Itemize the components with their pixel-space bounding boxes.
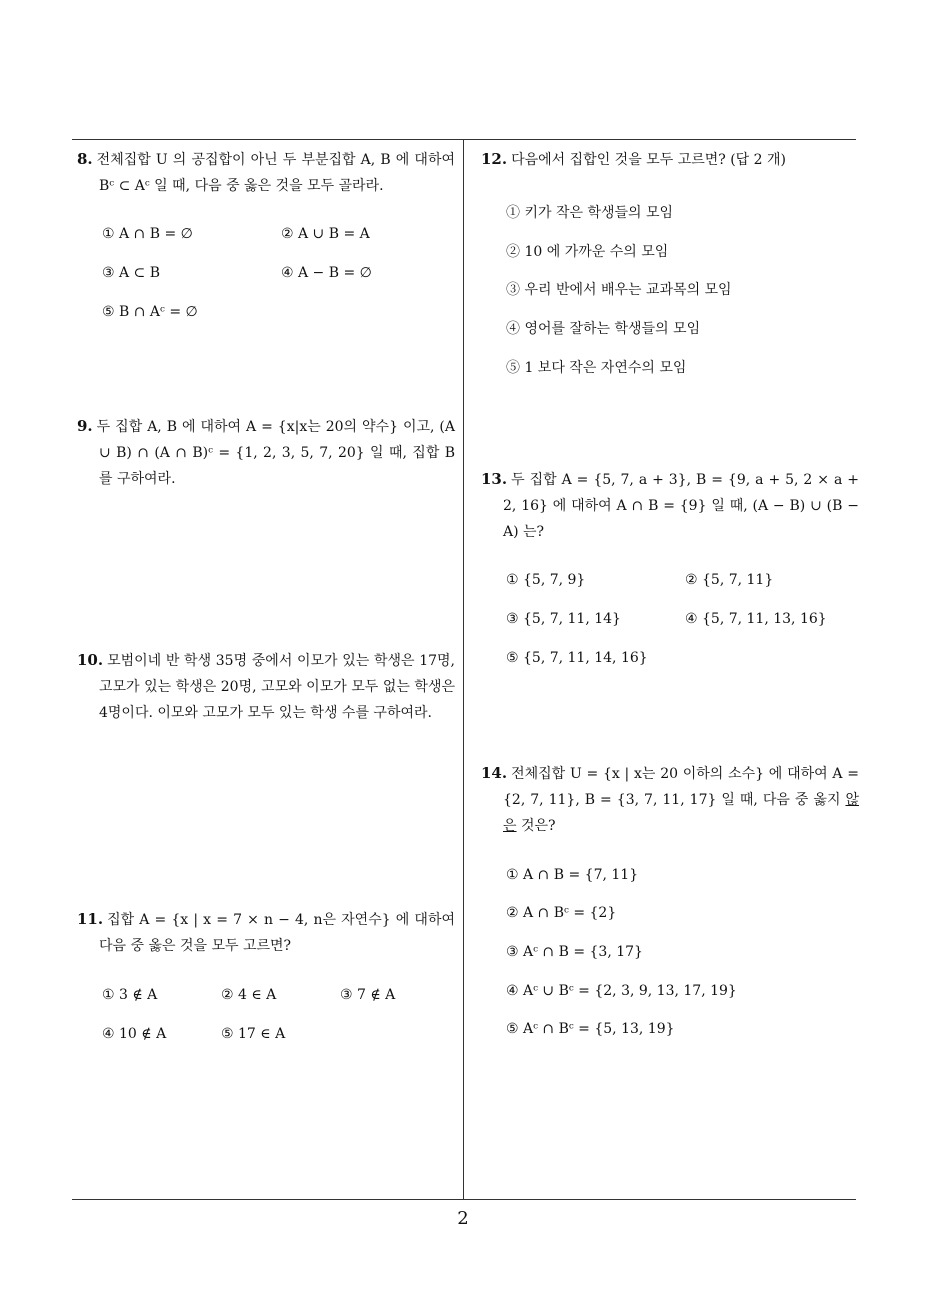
problem-text: 전체집합 U = {x | x는 20 이하의 소수} 에 대하여 A = {2, 7, 11}, B = {3, 7, 11, 17} 일 때, 다음 중 옳지 — [503, 766, 859, 808]
problem-text: 다음에서 집합인 것을 모두 고르면? (답 2 개) — [511, 152, 786, 168]
choice-4[interactable]: ④ A − B = ∅ — [281, 265, 372, 281]
choice-4[interactable]: ④ 영어를 잘하는 학생들의 모임 — [506, 321, 701, 337]
choice-3[interactable]: ③ Aᶜ ∩ B = {3, 17} — [506, 944, 643, 960]
choice-3[interactable]: ③ {5, 7, 11, 14} — [506, 611, 621, 627]
choice-2[interactable]: ② A ∪ B = A — [281, 226, 370, 242]
choice-3[interactable]: ③ 7 ∉ A — [340, 987, 396, 1003]
underlined-text: 않은 — [503, 792, 859, 834]
choice-3[interactable]: ③ 우리 반에서 배우는 교과목의 모임 — [506, 282, 732, 298]
choice-3[interactable]: ③ A ⊂ B — [102, 265, 161, 281]
problem-13 — [481, 466, 859, 545]
choice-2[interactable]: ② 10 에 가까운 수의 모임 — [506, 244, 669, 260]
problem-10 — [77, 647, 455, 726]
problem-number: 10. — [77, 651, 104, 669]
choice-4[interactable]: ④ Aᶜ ∪ Bᶜ = {2, 3, 9, 13, 17, 19} — [506, 983, 737, 999]
problem-12 — [481, 146, 859, 173]
problem-text: 모범이네 반 학생 35명 중에서 이모가 있는 학생은 17명, 고모가 있는 학생은 20명, 고모와 이모가 모두 없는 학생은 4명이다. 이모와 고모가 모두 있는 학생 수를 구하여라. — [99, 653, 455, 721]
problem-number: 8. — [77, 150, 93, 168]
choice-1[interactable]: ① {5, 7, 9} — [506, 572, 586, 588]
choice-2[interactable]: ② A ∩ Bᶜ = {2} — [506, 905, 617, 921]
problem-9 — [77, 413, 455, 492]
choice-5[interactable]: ⑤ 1 보다 작은 자연수의 모임 — [506, 360, 687, 376]
choice-4[interactable]: ④ 10 ∉ A — [102, 1026, 167, 1042]
problem-11 — [77, 906, 455, 959]
problem-number: 14. — [481, 764, 508, 782]
problem-number: 13. — [481, 470, 508, 488]
page-number: 2 — [457, 1208, 469, 1229]
problem-text-end: 것은? — [516, 818, 556, 834]
choice-1[interactable]: ① 3 ∉ A — [102, 987, 158, 1003]
choice-2[interactable]: ② {5, 7, 11} — [685, 572, 774, 588]
problem-text: 집합 A = {x | x = 7 × n − 4, n은 자연수} 에 대하여 다음 중 옳은 것을 모두 고르면? — [99, 912, 455, 954]
choice-1[interactable]: ① A ∩ B = ∅ — [102, 226, 193, 242]
problem-14 — [481, 760, 859, 839]
problem-text: 전체집합 U 의 공집합이 아닌 두 부분집합 A, B 에 대하여 Bᶜ ⊂ Aᶜ 일 때, 다음 중 옳은 것을 모두 골라라. — [96, 152, 455, 194]
problem-text: 두 집합 A, B 에 대하여 A = {x|x는 20의 약수} 이고, (A ∪ B) ∩ (A ∩ B)ᶜ = {1, 2, 3, 5, 7, 20} 일 때, 집합 B 를 구하여라. — [96, 419, 455, 487]
choice-2[interactable]: ② 4 ∈ A — [221, 987, 277, 1003]
choice-1[interactable]: ① 키가 작은 학생들의 모임 — [506, 205, 674, 221]
problem-number: 12. — [481, 150, 508, 168]
choice-1[interactable]: ① A ∩ B = {7, 11} — [506, 867, 639, 883]
choice-5[interactable]: ⑤ B ∩ Aᶜ = ∅ — [102, 304, 198, 320]
column-divider — [463, 139, 464, 1200]
choice-4[interactable]: ④ {5, 7, 11, 13, 16} — [685, 611, 827, 627]
problem-8 — [77, 146, 455, 199]
problem-number: 9. — [77, 417, 93, 435]
problem-text: 두 집합 A = {5, 7, a + 3}, B = {9, a + 5, 2 × a + 2, 16} 에 대하여 A ∩ B = {9} 일 때, (A − B) ∪ (B − A) 는? — [503, 472, 859, 540]
top-rule — [72, 139, 856, 140]
choice-5[interactable]: ⑤ Aᶜ ∩ Bᶜ = {5, 13, 19} — [506, 1021, 675, 1037]
bottom-rule — [72, 1199, 856, 1200]
choice-5[interactable]: ⑤ 17 ∈ A — [221, 1026, 286, 1042]
choice-5[interactable]: ⑤ {5, 7, 11, 14, 16} — [506, 650, 648, 666]
problem-number: 11. — [77, 910, 104, 928]
